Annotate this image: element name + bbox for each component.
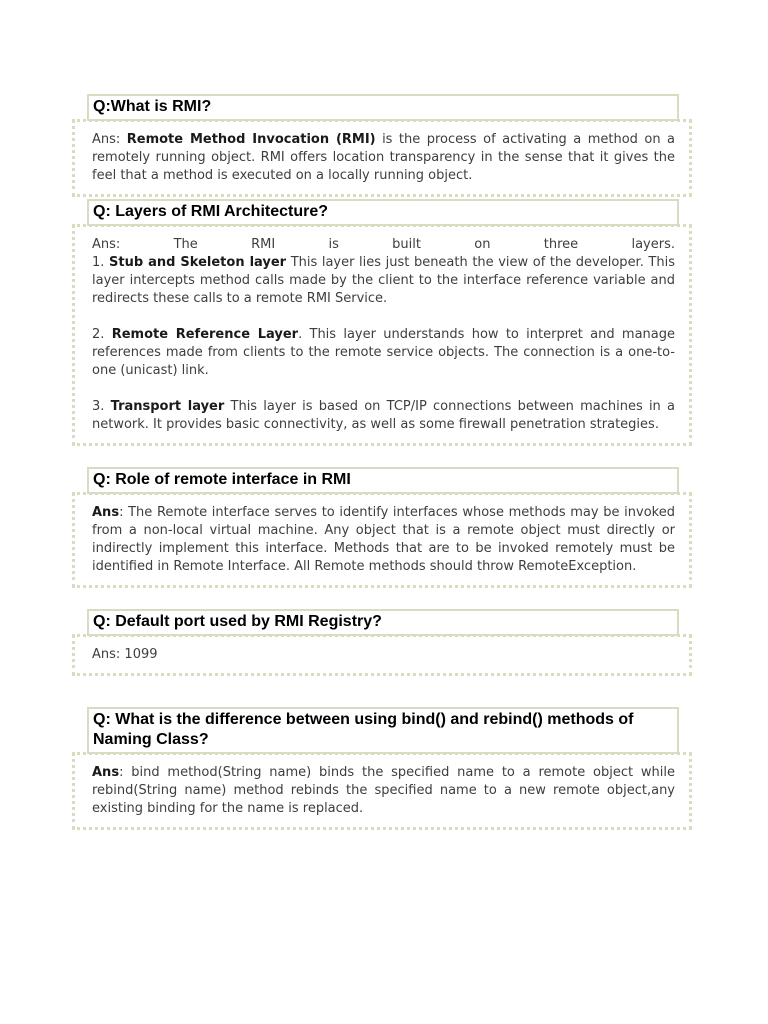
qa-block-remote-interface xyxy=(72,467,692,588)
answer-bold-term: Remote Method Invocation (RMI) xyxy=(126,132,376,147)
question-heading: Q: Layers of RMI Architecture? xyxy=(87,199,679,226)
qa-block-rmi-layers xyxy=(72,199,692,446)
layer-number: 1. xyxy=(92,255,109,270)
answer-text xyxy=(92,764,675,818)
answer-body: : bind method(String name) binds the specified name to a remote object while rebind(String name) method rebinds the specified name to a new remote object,any existing binding for the name is replaced. xyxy=(92,765,675,816)
layer-name: Transport layer xyxy=(110,399,225,414)
layer-item xyxy=(92,254,675,308)
qa-block-what-is-rmi xyxy=(72,94,692,197)
question-heading: Q: What is the difference between using bind() and rebind() methods of Naming Class? xyxy=(87,707,679,754)
question-heading: Q: Role of remote interface in RMI xyxy=(87,467,679,494)
answer-body: : The Remote interface serves to identify interfaces whose methods may be invoked from a non-local virtual machine. Any object that is a remote object must directly or indirectly implement this interface. Methods that are to be invoked remotely must be identified in Remote Interface. All Remote methods should throw RemoteException. xyxy=(92,505,675,574)
answer-box xyxy=(72,752,692,830)
answer-text xyxy=(92,504,675,576)
answer-body: is the process of activating a method on a remotely running object. RMI offers location transparency in the sense that it gives the feel that a method is executed on a locally running object. xyxy=(92,132,675,183)
qa-block-bind-rebind xyxy=(72,707,692,830)
qa-block-default-port xyxy=(72,609,692,676)
answer-box xyxy=(72,492,692,588)
answer-bold-term: Ans xyxy=(92,505,120,520)
layer-item xyxy=(92,398,675,434)
layer-item xyxy=(92,326,675,380)
answer-box xyxy=(72,634,692,676)
answer-intro: Ans: The RMI is built on three layers. xyxy=(92,237,675,252)
layer-description: . This layer understands how to interpret and manage references made from clients to the remote service objects. The connection is a one-to-one (unicast) link. xyxy=(92,327,675,378)
answer-box xyxy=(72,224,692,446)
answer-text: Ans: 1099 xyxy=(92,647,158,662)
answer-prefix: Ans: xyxy=(92,132,127,147)
answer-bold-term: Ans xyxy=(92,765,120,780)
answer-box xyxy=(72,119,692,197)
layer-description: This layer lies just beneath the view of the developer. This layer intercepts method calls made by the client to the interface reference variable and redirects these calls to a remote RMI Service. xyxy=(92,255,675,306)
question-heading: Q:What is RMI? xyxy=(87,94,679,121)
layer-number: 2. xyxy=(92,327,112,342)
layer-name: Stub and Skeleton layer xyxy=(109,255,287,270)
question-heading: Q: Default port used by RMI Registry? xyxy=(87,609,679,636)
answer-text xyxy=(92,131,675,185)
layer-description: This layer is based on TCP/IP connections between machines in a network. It provides basic connectivity, as well as some firewall penetration strategies. xyxy=(92,399,675,432)
layer-name: Remote Reference Layer xyxy=(111,327,299,342)
layer-number: 3. xyxy=(92,399,111,414)
